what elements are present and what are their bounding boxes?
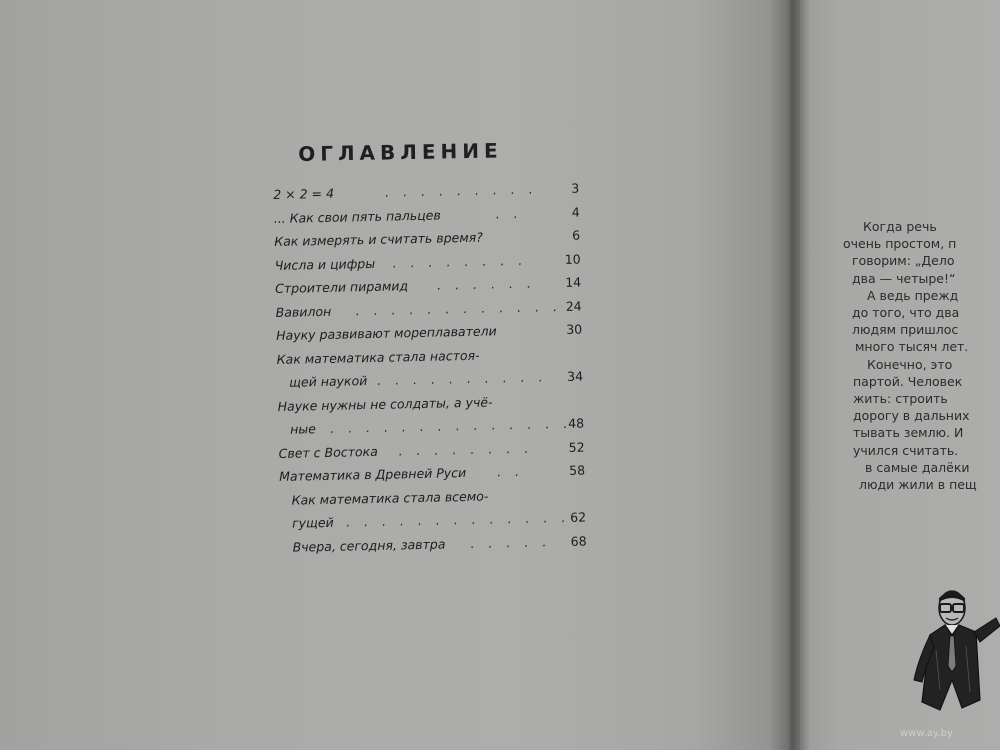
toc-entry-page: 62: [570, 509, 587, 525]
book-gutter: [770, 0, 810, 750]
right-page-line: партой. Человек: [853, 373, 963, 389]
toc-entry-title: щей наукой: [289, 373, 368, 390]
toc-entry-page: 30: [566, 321, 583, 337]
toc-leader-dots: . . . . . .: [437, 275, 537, 293]
toc-leader-dots: . .: [495, 205, 523, 221]
toc-entry-page: 52: [568, 439, 585, 455]
toc-entry-title: Науку развивают мореплаватели: [276, 323, 497, 343]
right-page-line: два — четыре!“: [852, 270, 956, 286]
man-in-glasses-illustration: [900, 580, 1000, 750]
right-page-line: дорогу в дальних: [853, 408, 970, 424]
right-page-line: до того, что два: [852, 305, 960, 321]
right-page-line: очень простом, п: [843, 236, 957, 252]
toc-entry-title: Науке нужны не солдаты, а учё-: [277, 393, 493, 414]
toc-leader-dots: . . . . . . . .: [392, 252, 528, 271]
toc-entry-title: Вавилон: [275, 303, 332, 320]
right-page-line: А ведь прежд: [867, 287, 959, 303]
toc-entry-page: 24: [565, 298, 582, 314]
toc-entry-title: ные: [290, 421, 317, 437]
right-page-line: люди жили в пещ: [859, 477, 977, 493]
toc-leader-dots: . .: [496, 463, 525, 480]
toc-leader-dots: . . . . . . . . . .: [376, 369, 548, 388]
toc-entry-title: Математика в Древней Руси: [278, 465, 467, 484]
toc-leader-dots: . . . . .: [470, 533, 552, 551]
toc-entry-title: Числа и цифры: [274, 255, 376, 273]
toc-entry-page: 34: [567, 368, 584, 384]
right-page-line: Когда речь: [863, 219, 937, 234]
toc-entry-title: Как математика стала всемо-: [291, 488, 489, 508]
toc-entry-page: 68: [570, 533, 587, 549]
toc-entry-page: 14: [565, 274, 582, 290]
toc-leader-dots: . . . . . . . . . . . . . .: [329, 415, 573, 436]
toc-entry-page: 58: [569, 462, 586, 478]
toc-entry-title: Как математика стала настоя-: [276, 347, 480, 367]
toc-entry-title: Свет с Востока: [278, 443, 378, 461]
table-of-contents: [273, 177, 587, 559]
toc-entry-title: Как измерять и считать время?: [274, 229, 483, 249]
right-page-line: тывать землю. И: [853, 425, 964, 441]
right-page-line: Конечно, это: [867, 356, 953, 372]
toc-entry-title: гущей: [291, 514, 334, 531]
toc-entry-page: 6: [572, 227, 581, 243]
toc-entry-title: ... Как свои пять пальцев: [273, 206, 441, 226]
toc-heading: ОГЛАВЛЕНИЕ: [298, 138, 503, 166]
toc-entry-page: 48: [568, 415, 585, 431]
right-page-line: много тысяч лет.: [855, 339, 969, 355]
toc-entry-title: 2 × 2 = 4: [273, 185, 335, 202]
right-page-line: в самые далёки: [865, 459, 970, 475]
toc-leader-dots: . . . . . . . .: [398, 440, 534, 458]
right-page-line: жить: строить: [853, 391, 948, 407]
toc-leader-dots: . . . . . . . . . . . .: [355, 298, 563, 318]
right-page-line: учился считать.: [853, 442, 959, 458]
toc-entry-page: 4: [571, 204, 580, 220]
right-page-text: [835, 218, 1000, 493]
toc-entry-title: Вчера, сегодня, завтра: [292, 535, 446, 555]
toc-entry-page: 10: [564, 251, 581, 267]
toc-entry-page: 3: [571, 180, 580, 196]
right-page-line: говорим: „Дело: [852, 253, 955, 269]
toc-leader-dots: . . . . . . . . .: [385, 181, 538, 200]
watermark-logo: www.ay.by: [900, 728, 953, 739]
right-page-line: людям пришлос: [852, 322, 959, 338]
toc-leader-dots: . . . . . . . . . . . . .: [345, 509, 571, 530]
toc-entry-title: Строители пирамид: [275, 278, 409, 296]
